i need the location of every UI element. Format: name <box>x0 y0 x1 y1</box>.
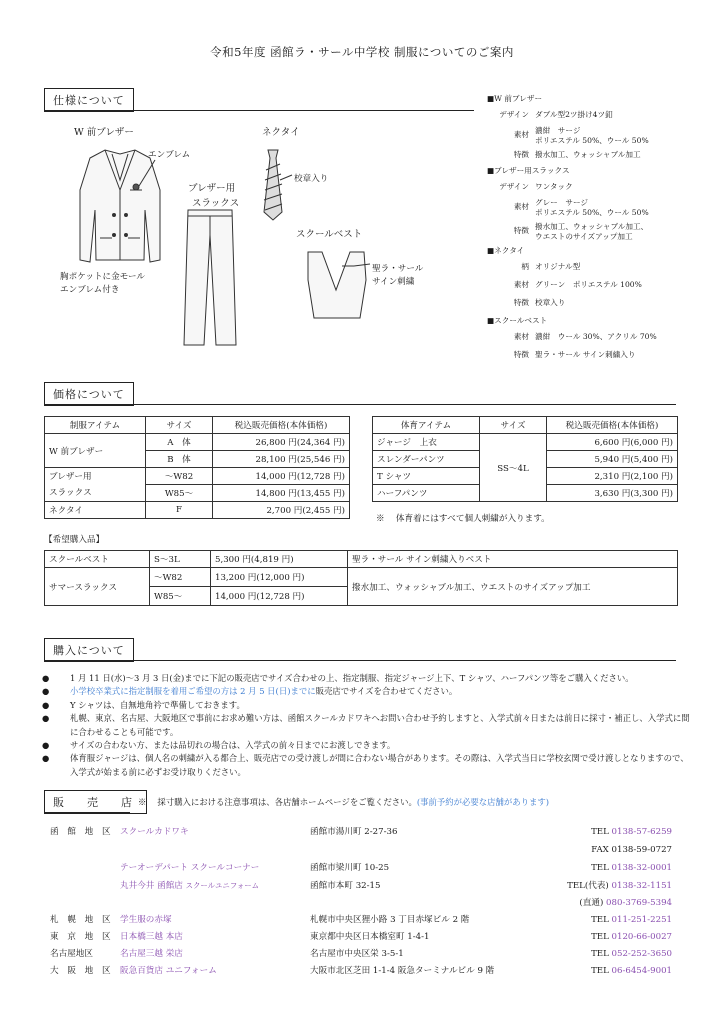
store-tel-link[interactable]: 0138-57-6259 <box>611 827 672 837</box>
section-underline <box>44 660 676 661</box>
table-row: スレンダーパンツ 5,940 円(5,400 円) <box>373 451 678 468</box>
table-header: 税込販売価格(本体価格) <box>547 417 678 434</box>
store-name-link[interactable]: テーオーデパート スクールコーナー <box>120 863 260 873</box>
vest-note-line1: 聖ラ・サール <box>372 264 424 274</box>
spec-row: 素材 グリーン ポリエステル 100% <box>513 280 642 289</box>
spec-row: 特徴 撥水加工、ウォッシャブル加工 <box>513 150 641 159</box>
spec-row: デザイン ダブル型2ツ掛け4ツ釦 <box>499 110 613 119</box>
store-tel-link[interactable]: 052-252-3650 <box>611 949 672 959</box>
table-row: ジャージ 上衣 SS～4L 6,600 円(6,000 円) <box>373 434 678 451</box>
list-item: ● 1 月 11 日(水)～3 月 3 日(金)までに下記の販売店でサイズ合わせの上、指定制服、指定ジャージ上下、T シャツ、ハーフパンツ等をご購入ください。 <box>42 673 634 683</box>
store-name-link[interactable]: 名古屋三越 栄店 <box>120 949 183 959</box>
store-tel: TEL 0138-57-6259 <box>591 827 672 837</box>
store-tel-link[interactable]: 06-6454-9001 <box>611 966 672 976</box>
vest-illustration <box>308 252 370 318</box>
list-item: ● 札幌、東京、名古屋、大阪地区で事前にお求め難い方は、函館スクールカドワキへお問い合わせ予約しますと、入学式前々日または前日に採寸・補正し、入学式に間に合わせることも可能です。 <box>42 713 690 737</box>
store-address: 名古屋市中央区栄 3-5-1 <box>310 949 404 959</box>
tie-illustration <box>264 150 292 220</box>
store-region: 札 幌 地 区 <box>50 915 114 925</box>
store-region: 大 阪 地 区 <box>50 966 114 976</box>
section-stores-heading: 販 売 店 <box>44 790 147 814</box>
store-address: 札幌市中央区狸小路 3 丁目赤塚ビル 2 階 <box>310 915 470 925</box>
section-underline <box>44 404 676 405</box>
store-tel-direct: (直通) 080-3769-5394 <box>579 898 672 908</box>
store-tel: TEL 0120-66-0027 <box>591 932 672 942</box>
table-row: T シャツ 2,310 円(2,100 円) <box>373 468 678 485</box>
uniform-illustrations <box>60 140 480 360</box>
store-tel: TEL 052-252-3650 <box>591 949 672 959</box>
spec-head: ■W 前ブレザー <box>487 94 543 103</box>
pocket-label-line1: 胸ポケットに金モール <box>60 272 145 282</box>
store-address: 東京都中央区日本橋室町 1-4-1 <box>310 932 430 942</box>
optional-price-table <box>44 550 678 606</box>
table-row: W85～ 14,000 円(12,728 円) <box>45 587 678 606</box>
store-name-link[interactable]: 日本橋三越 本店 <box>120 932 183 942</box>
pocket-label-line2: エンブレム付き <box>60 285 120 295</box>
page-title: 令和5年度 函館ラ・サール中学校 制服についてのご案内 <box>210 45 514 59</box>
table-header: 体育アイテム <box>373 417 480 434</box>
table-row: スクールベスト S～3L 5,300 円(4,819 円) 聖ラ・サール サイン刺繍入りベスト <box>45 551 678 568</box>
table-header: サイズ <box>146 417 213 434</box>
store-address: 函館市湯川町 2-27-36 <box>310 827 398 837</box>
table-row: ハーフパンツ 3,630 円(3,300 円) <box>373 485 678 502</box>
section-price-heading: 価格について <box>44 382 134 406</box>
store-address: 函館市梁川町 10-25 <box>310 863 390 873</box>
store-note: ※ 採寸購入における注意事項は、各店舗ホームページをご覧ください。(事前予約が必要な店舗があります) <box>138 797 550 807</box>
spec-head: ■ネクタイ <box>487 246 525 255</box>
list-item: ● サイズの合わない方、または品切れの場合は、入学式の前々日までにお渡しできます。 <box>42 740 396 751</box>
spec-row: デザイン ワンタック <box>499 182 573 191</box>
store-tel-link[interactable]: 0138-32-1151 <box>611 881 672 891</box>
store-address: 大阪市北区芝田 1-1-4 阪急ターミナルビル 9 階 <box>310 966 495 976</box>
purchase-bullets <box>42 672 692 779</box>
table-row: サマースラックス ～W82 13,200 円(12,000 円) 撥水加工、ウォッシャブル加工、ウエストのサイズアップ加工 <box>45 568 678 587</box>
blazer-label: W 前ブレザー <box>74 127 134 138</box>
emblem-label: エンブレム <box>148 150 191 160</box>
tie-label: ネクタイ <box>262 127 300 138</box>
reservation-link[interactable]: (事前予約が必要な店舗があります) <box>416 797 550 807</box>
store-tel-link[interactable]: 0138-32-0001 <box>611 863 672 873</box>
store-tel-link[interactable]: 011-251-2251 <box>611 915 672 925</box>
store-name-link[interactable]: 阪急百貨店 ユニフォーム <box>120 966 217 976</box>
spec-head: ■ブレザー用スラックス <box>487 166 570 175</box>
store-name-link[interactable]: 丸井今井 函館店 スクールユニフォーム <box>120 881 260 891</box>
list-item: ● Y シャツは、自無地角衿で準備しておきます。 <box>42 699 245 710</box>
uniform-price-table <box>44 416 350 519</box>
store-tel: TEL 011-251-2251 <box>591 915 672 925</box>
table-row: W85～ 14,800 円(13,455 円) <box>45 485 350 502</box>
section-spec-heading: 仕様について <box>44 88 134 112</box>
spec-row: 素材 グレー サージ ポリエステル 50%、ウール 50% <box>513 198 649 217</box>
section-purchase-heading: 購入について <box>44 638 134 662</box>
table-row: B 体 28,100 円(25,546 円) <box>45 451 350 468</box>
store-tel: TEL 06-6454-9001 <box>591 966 672 976</box>
store-tel: TEL 0138-32-0001 <box>591 863 672 873</box>
store-address: 函館市本町 32-15 <box>310 881 381 891</box>
table-row: ネクタイ F 2,700 円(2,455 円) <box>45 502 350 519</box>
store-region: 函 館 地 区 <box>50 827 114 837</box>
slacks-label-line1: ブレザー用 <box>188 183 236 194</box>
store-tel-link[interactable]: 080-3769-5394 <box>606 898 672 908</box>
pe-note: ※ 体育着にはすべて個人刺繍が入ります。 <box>376 514 550 524</box>
store-fax: FAX 0138-59-0727 <box>591 845 672 855</box>
list-item: ● 小学校卒業式に指定制服を着用ご希望の方は 2 月 5 日(日)までに販売店でサイズを合わせてください。 <box>42 686 458 697</box>
store-region: 名古屋地区 <box>50 949 93 959</box>
blazer-illustration <box>80 150 160 262</box>
section-underline <box>44 812 130 813</box>
table-row: ブレザー用 スラックス ～W82 14,000 円(12,728 円) <box>45 468 350 485</box>
slacks-illustration <box>184 210 236 345</box>
list-item: ● 体育服ジャージは、個人名の刺繍が入る都合上、販売店での受け渡しが間に合わない場合があります。その際は、入学式当日に学校玄関で受け渡しとなりますので、入学式が始まる前に必ずお受け取りください。 <box>42 753 689 777</box>
spec-head: ■スクールベスト <box>487 316 548 325</box>
spec-row: 素材 濃紺 ウール 30%、アクリル 70% <box>513 332 657 341</box>
spec-row: 特徴 撥水加工、ウォッシャブル加工、 ウエストのサイズアップ加工 <box>513 222 649 241</box>
pe-price-table <box>372 416 678 502</box>
table-row: W 前ブレザー A 体 26,800 円(24,364 円) <box>45 434 350 451</box>
spec-list <box>487 94 657 368</box>
slacks-label-line2: スラックス <box>192 198 240 209</box>
table-header: 税込販売価格(本体価格) <box>213 417 350 434</box>
table-header: サイズ <box>480 417 547 434</box>
spec-row: 素材 濃紺 サージ ポリエステル 50%、ウール 50% <box>513 126 649 145</box>
store-name-link[interactable]: 学生服の赤塚 <box>120 915 172 925</box>
store-tel-link[interactable]: 0120-66-0027 <box>611 932 672 942</box>
tie-note: 校章入り <box>294 174 329 184</box>
vest-note-line2: サイン刺繍 <box>372 277 415 287</box>
spec-row: 特徴 校章入り <box>513 298 566 307</box>
spec-row: 柄 オリジナル型 <box>521 262 581 271</box>
store-name-link[interactable]: スクールカドワキ <box>120 827 189 837</box>
store-region: 東 京 地 区 <box>50 932 114 942</box>
store-tel: TEL(代表) 0138-32-1151 <box>567 881 672 891</box>
vest-label: スクールベスト <box>296 229 363 240</box>
section-underline <box>44 110 474 111</box>
table-header: 制服アイテム <box>45 417 146 434</box>
optional-heading: 【希望購入品】 <box>44 535 105 545</box>
spec-row: 特徴 聖ラ・サール サイン刺繍入り <box>513 350 636 359</box>
